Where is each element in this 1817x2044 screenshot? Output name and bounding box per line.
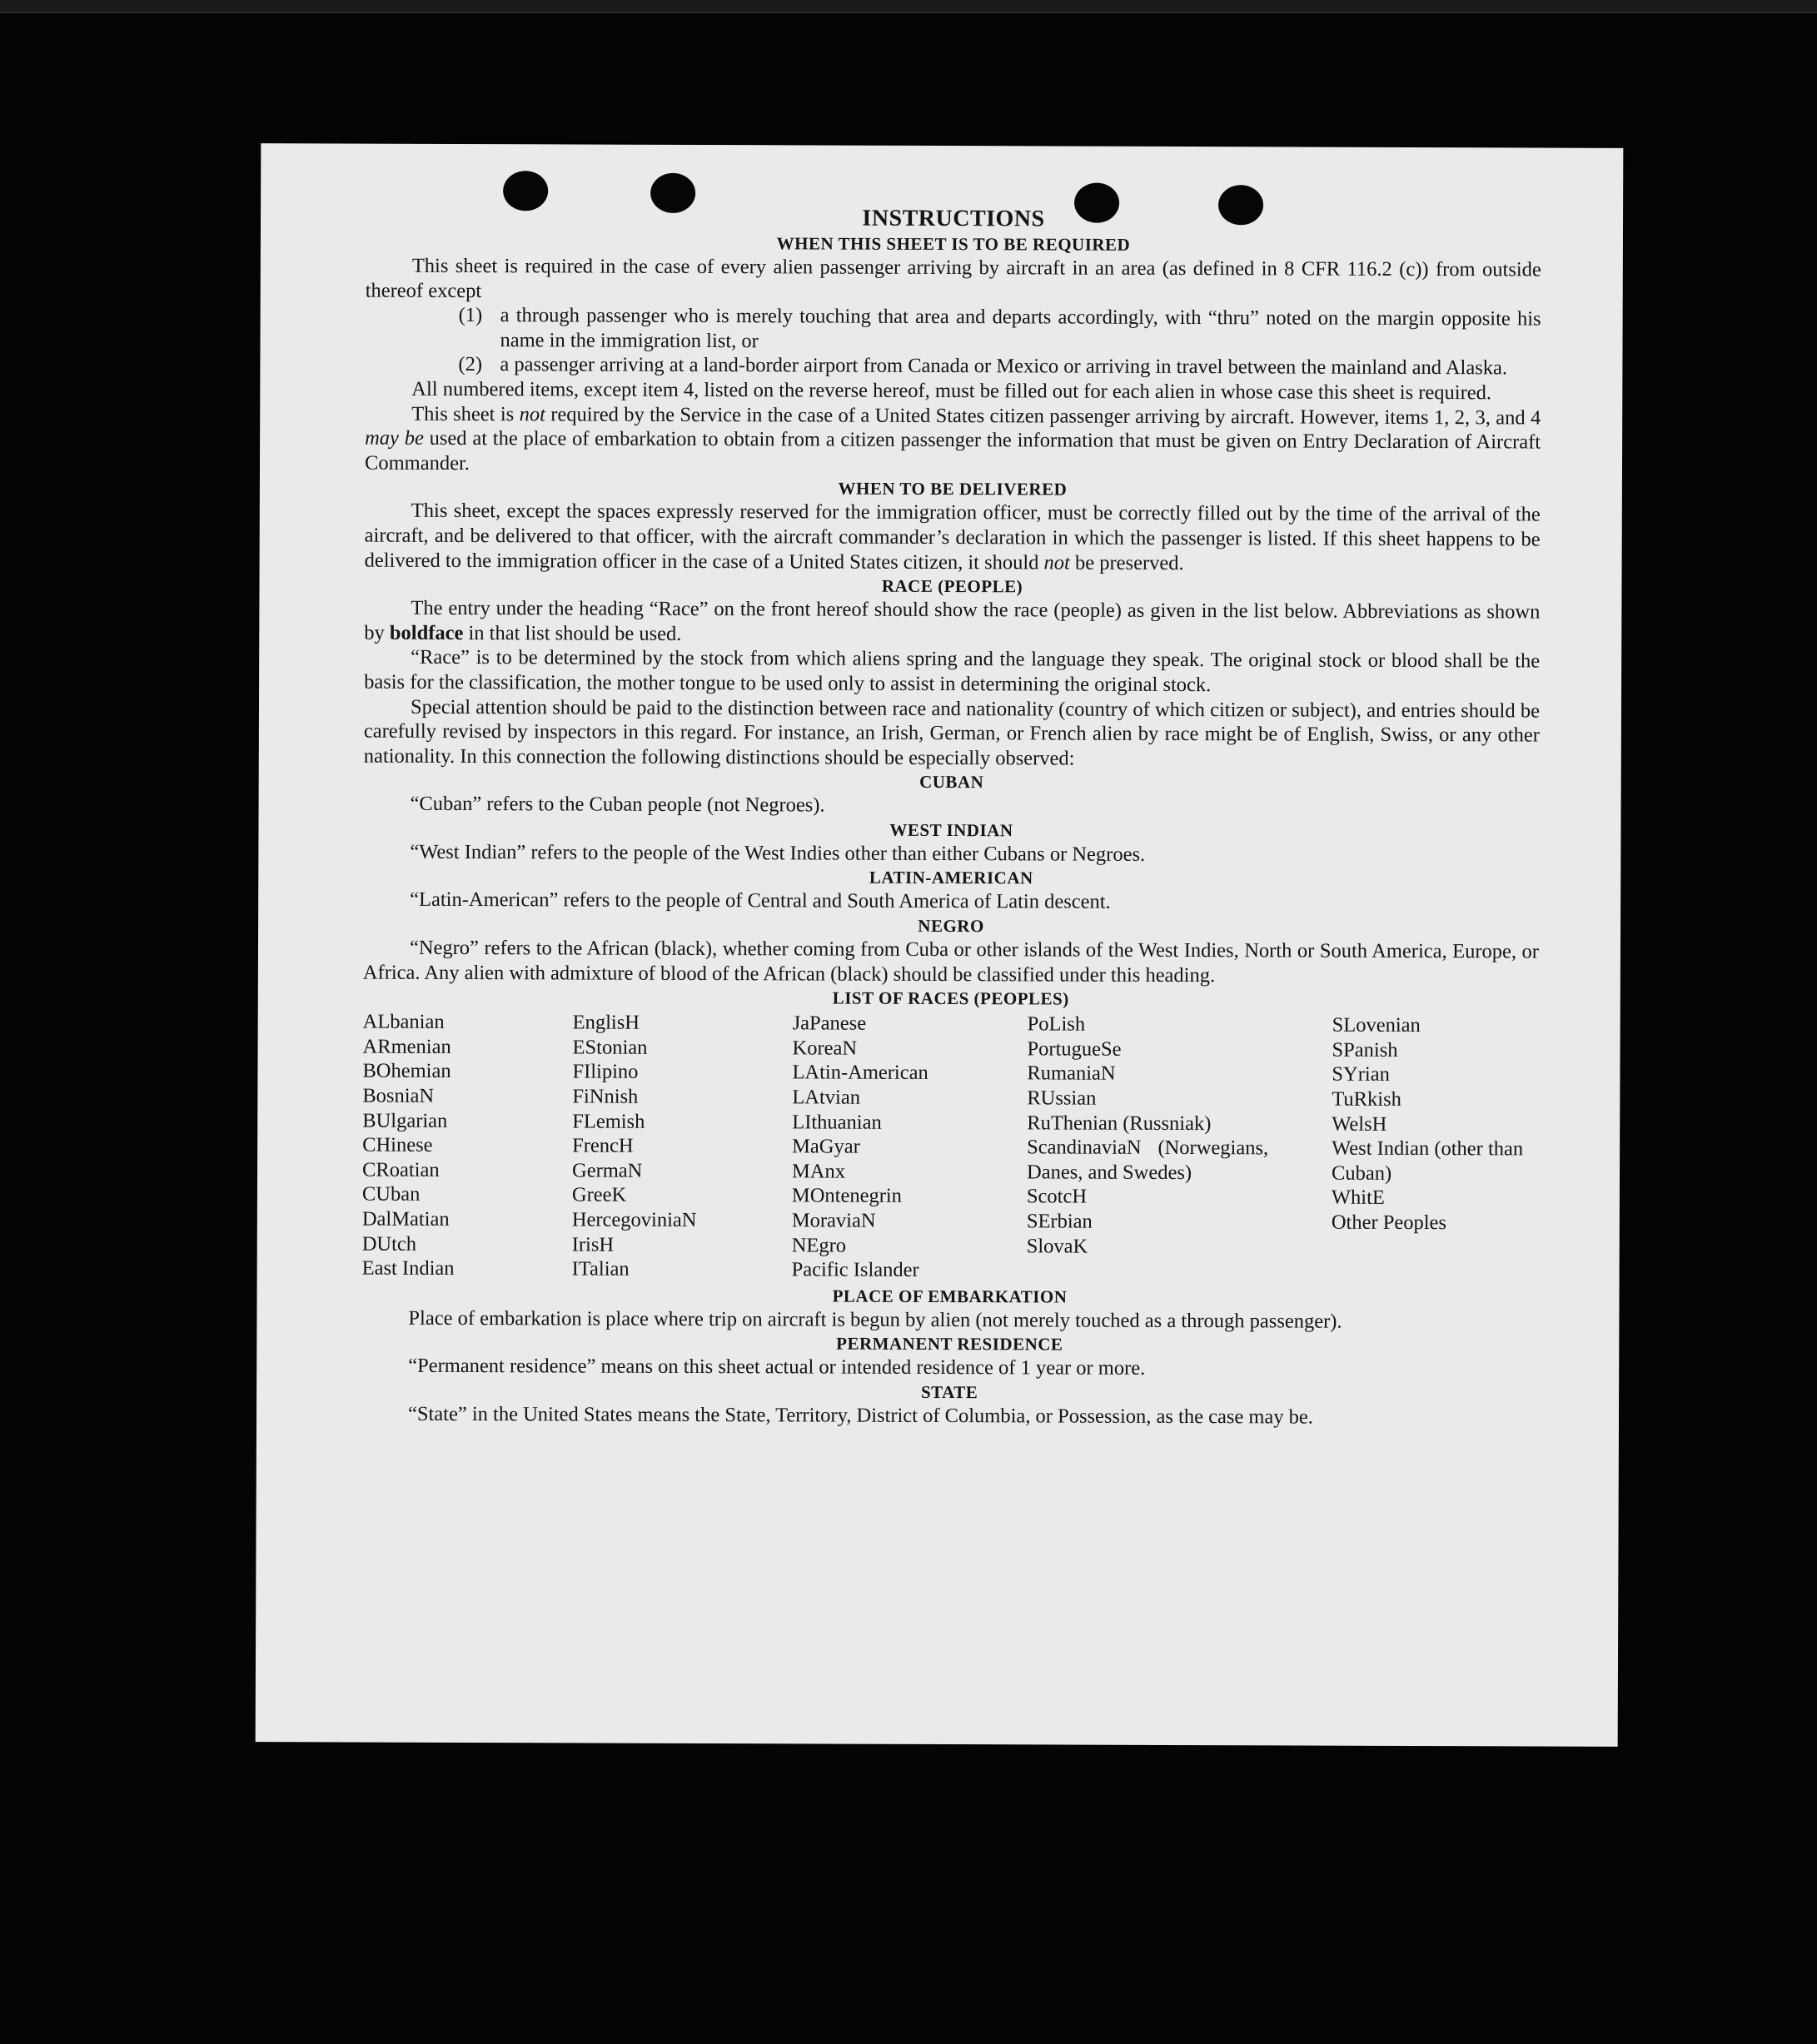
heading-state: STATE — [920, 1381, 978, 1403]
races-list — [362, 1010, 1539, 1285]
race-entry: FLemish — [572, 1110, 645, 1133]
exception-number: (2) — [458, 353, 483, 376]
paragraph-citizen — [365, 401, 1541, 480]
race-entry: RumaniaN — [1027, 1062, 1116, 1086]
race-entry: IrisH — [571, 1233, 615, 1256]
race-entry: ITalian — [571, 1257, 630, 1281]
heading-negro: NEGRO — [918, 915, 984, 937]
race-entry: CUban — [361, 1182, 421, 1206]
race-entry: GreeK — [571, 1183, 627, 1207]
exception-number: (1) — [458, 304, 483, 327]
italic-run: may be — [365, 426, 424, 450]
race-entry: ALbanian — [362, 1010, 445, 1034]
race-entry: SPanish — [1332, 1038, 1398, 1062]
heading-race: RACE (PEOPLE) — [881, 575, 1023, 597]
exception-text: a passenger arriving at a land-border airport from Canada or Mexico or arriving in travel between the mainland and Alaska. — [500, 353, 1508, 380]
paragraph-delivered — [365, 499, 1541, 577]
paragraph-negro: “Negro” refers to the African (black), whether coming from Cuba or other islands of the West Indies, North or South America, Europe, or Africa. Any alien with admixture of blood of the African (black) should be classified under this heading. — [362, 936, 1540, 987]
heading-when-delivered: WHEN TO BE DELIVERED — [838, 478, 1068, 500]
text-run: The entry under the heading “Race” on the front hereof should show the race (people) as given in the list below. Abbreviations as shown by — [364, 596, 1541, 644]
races-column-3 — [792, 1012, 1028, 1284]
text-run: used at the place of embarkation to obtain from a citizen passenger the information that must be given on Entry Declaration of Aircraft Commander. — [364, 427, 1541, 475]
heading-embarkation: PLACE OF EMBARKATION — [832, 1286, 1068, 1307]
race-entry: FiNnish — [572, 1085, 639, 1108]
race-entry: HercegoviniaN — [571, 1208, 697, 1231]
race-entry: FIlipino — [572, 1060, 639, 1084]
heading-when-required: WHEN THIS SHEET IS TO BE REQUIRED — [776, 233, 1131, 255]
race-entry: EStonian — [572, 1036, 648, 1059]
page-title: INSTRUCTIONS — [862, 205, 1045, 232]
race-entry: KoreaN — [792, 1037, 858, 1060]
race-entry: LAtin-American — [792, 1061, 928, 1085]
paragraph-required-intro: This sheet is required in the case of every alien passenger arriving by aircraft in an area (as defined in 8 CFR 116.2 (c)) from outside thereof except — [365, 254, 1541, 302]
race-entry: ARmenian — [362, 1035, 451, 1058]
race-entry: CHinese — [362, 1133, 433, 1157]
race-entry: PoLish — [1027, 1012, 1086, 1036]
exception-item-2 — [365, 352, 1541, 381]
race-entry: Other Peoples — [1331, 1211, 1447, 1235]
race-entry: LIthuanian — [792, 1111, 882, 1134]
race-entry: BUlgarian — [362, 1109, 448, 1132]
race-entry: JaPanese — [792, 1012, 867, 1035]
race-entry: MOntenegrin — [791, 1184, 902, 1208]
race-entry: BosniaN — [362, 1084, 435, 1107]
instructions-body — [361, 204, 1541, 1430]
heading-list-of-races: LIST OF RACES (PEOPLES) — [832, 987, 1069, 1009]
exception-item-1 — [365, 303, 1541, 356]
race-entry: West Indian (other than Cuban) — [1331, 1136, 1524, 1185]
paragraph-race-1 — [364, 596, 1540, 649]
race-entry: ScandinaviaN (Norwegians, Danes, and Swedes) — [1027, 1136, 1269, 1184]
text-run: be preserved. — [1074, 551, 1184, 574]
race-entry: SlovaK — [1026, 1234, 1088, 1258]
races-column-2 — [572, 1011, 793, 1282]
paragraph-embarkation: Place of embarkation is place where trip on aircraft is begun by alien (not merely touched as a through passenger). — [408, 1306, 1342, 1333]
races-column-5 — [1332, 1013, 1539, 1285]
paragraph-state: “State” in the United States means the State, Territory, District of Columbia, or Possession, as the case may be. — [407, 1402, 1314, 1429]
race-entry: SYrian — [1332, 1063, 1390, 1087]
text-run: required by the Service in the case of a United States citizen passenger arriving by aircraft. However, items 1, 2, 3, and 4 — [550, 402, 1541, 430]
race-entry: BOhemian — [362, 1060, 451, 1083]
race-entry: FrencH — [572, 1134, 634, 1157]
heading-latin-american: LATIN-AMERICAN — [869, 868, 1033, 888]
race-entry: ScotcH — [1026, 1185, 1088, 1209]
paragraph-cuban: “Cuban” refers to the Cuban people (not Negroes). — [410, 793, 825, 817]
bold-run: boldface — [389, 621, 464, 644]
paragraph-west-indian: “West Indian” refers to the people of the West Indies other than either Cubans or Negroes. — [410, 840, 1146, 866]
race-entry: SErbian — [1026, 1210, 1093, 1233]
race-entry: WelsH — [1332, 1112, 1387, 1136]
race-entry: RuThenian (Russniak) — [1027, 1111, 1212, 1135]
race-entry: DalMatian — [361, 1207, 450, 1231]
heading-cuban: CUBAN — [919, 772, 984, 793]
races-column-4 — [1027, 1012, 1332, 1285]
italic-run: not — [519, 402, 545, 425]
race-entry: MaGyar — [792, 1135, 860, 1158]
race-entry: MoraviaN — [791, 1209, 876, 1232]
heading-west-indian: WEST INDIAN — [889, 819, 1013, 841]
race-entry: EnglisH — [572, 1011, 640, 1034]
race-entry: SLovenian — [1332, 1013, 1421, 1037]
paragraph-numbered-items: All numbered items, except item 4, listed on the reverse hereof, must be filled out for each alien in whose case this sheet is required. — [411, 377, 1492, 405]
document-page — [256, 143, 1624, 1747]
text-run: in that list should be used. — [468, 621, 682, 645]
race-entry: TuRkish — [1332, 1087, 1401, 1111]
text-run: This sheet is — [411, 402, 515, 425]
race-entry: NEgro — [791, 1233, 847, 1257]
heading-permanent-residence: PERMANENT RESIDENCE — [836, 1333, 1063, 1355]
race-entry: LAtvian — [792, 1086, 861, 1109]
races-column-1 — [362, 1010, 573, 1281]
scan-top-edge — [0, 0, 1817, 13]
paragraph-latin-american: “Latin-American” refers to the people of Central and South America of Latin descent. — [410, 888, 1111, 914]
race-entry: Pacific Islander — [791, 1258, 919, 1282]
italic-run: not — [1043, 550, 1070, 574]
race-entry: GermaN — [572, 1159, 643, 1182]
race-entry: CRoatian — [362, 1158, 440, 1181]
paragraph-permanent-residence: “Permanent residence” means on this sheet actual or intended residence of 1 year or more. — [408, 1355, 1146, 1380]
exception-text: a through passenger who is merely touching that area and departs accordingly, with “thru” noted on the margin opposite his name in the immigration list, or — [500, 304, 1541, 353]
paragraph-race-2: “Race” is to be determined by the stock from which aliens spring and the language they speak. The original stock or blood shall be the basis for the classification, the mother tongue to be used only to assist in determining the original stock. — [364, 646, 1541, 697]
race-entry: PortugueSe — [1027, 1037, 1122, 1061]
race-entry: MAnx — [792, 1160, 846, 1183]
race-entry: RUssian — [1027, 1087, 1097, 1110]
text-run: This sheet, except the spaces expressly reserved for the immigration officer, must be correctly filled out by the time of the arrival of the aircraft, and be delivered to that officer, with the aircraft commander’s declaration in which the passenger is listed. If this sheet happens to be delivered to the immigration officer in the case of a United States citizen, it should — [364, 500, 1541, 574]
paragraph-race-3: Special attention should be paid to the distinction between race and nationality (country of which citizen or subject), and entries should be carefully revised by inspectors in this regard. For instance, an Irish, German, or French alien by race might be of English, Swiss, or any other nationality. In this connection the following distinctions should be especially observed: — [363, 695, 1541, 770]
race-entry: DUtch — [361, 1232, 417, 1256]
race-entry: WhitE — [1331, 1186, 1385, 1210]
race-entry: East Indian — [361, 1256, 455, 1281]
